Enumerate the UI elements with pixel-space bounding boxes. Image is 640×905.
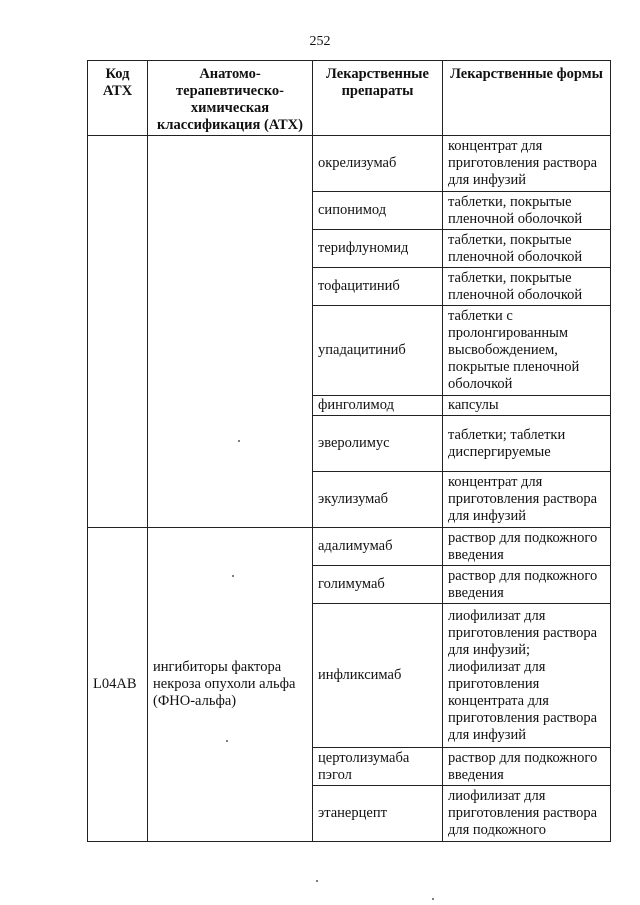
drug-cell: тофацитиниб xyxy=(313,268,443,306)
drug-cell: экулизумаб xyxy=(313,472,443,528)
page-number: 252 xyxy=(309,34,331,49)
drug-cell: финголимод xyxy=(313,396,443,416)
drug-cell: терифлуномид xyxy=(313,230,443,268)
drug-cell: этанерцепт xyxy=(313,786,443,842)
drug-cell: цертолизумаба пэгол xyxy=(313,748,443,786)
drug-cell: упадацитиниб xyxy=(313,306,443,396)
drug-cell: эверолимус xyxy=(313,416,443,472)
form-cell: лиофилизат для приготовления раствора для подкожного xyxy=(443,786,611,842)
code-cell-empty xyxy=(88,136,148,528)
header-drugs: Лекарственные препараты xyxy=(313,61,443,136)
form-cell: раствор для подкожного введения xyxy=(443,528,611,566)
form-cell: концентрат для приготовления раствора для инфузий xyxy=(443,472,611,528)
header-forms: Лекарственные формы xyxy=(443,61,611,136)
table-header-row xyxy=(88,61,611,136)
form-cell: таблетки, покрытые пленочной оболочкой xyxy=(443,268,611,306)
header-classification: Анатомо-терапевтическо-химическая классификация (АТХ) xyxy=(148,61,313,136)
scan-speck xyxy=(432,898,434,900)
drug-cell: сипонимод xyxy=(313,192,443,230)
drug-cell: инфликсимаб xyxy=(313,604,443,748)
scan-speck xyxy=(226,740,228,742)
scan-speck xyxy=(238,440,240,442)
table-row xyxy=(88,136,611,192)
table-row xyxy=(88,528,611,566)
form-cell: таблетки с пролонгированным высвобождением, покрытые пленочной оболочкой xyxy=(443,306,611,396)
form-cell: таблетки, покрытые пленочной оболочкой xyxy=(443,230,611,268)
form-cell: лиофилизат для приготовления раствора для инфузий; лиофилизат для приготовления концентрата для приготовления раствора для инфузий xyxy=(443,604,611,748)
atx-classification-cell: ингибиторы фактора некроза опухоли альфа (ФНО-альфа) xyxy=(148,528,313,842)
form-cell: таблетки; таблетки диспергируемые xyxy=(443,416,611,472)
form-cell: раствор для подкожного введения xyxy=(443,566,611,604)
drug-cell: окрелизумаб xyxy=(313,136,443,192)
drug-cell: адалимумаб xyxy=(313,528,443,566)
form-cell: раствор для подкожного введения xyxy=(443,748,611,786)
atx-table xyxy=(87,60,611,842)
atx-code-cell: L04AB xyxy=(88,528,148,842)
classification-cell-empty xyxy=(148,136,313,528)
scan-speck xyxy=(232,575,234,577)
form-cell: концентрат для приготовления раствора для инфузий xyxy=(443,136,611,192)
form-cell: таблетки, покрытые пленочной оболочкой xyxy=(443,192,611,230)
scan-speck xyxy=(316,880,318,882)
form-cell: капсулы xyxy=(443,396,611,416)
header-code: Код АТХ xyxy=(88,61,148,136)
drug-cell: голимумаб xyxy=(313,566,443,604)
